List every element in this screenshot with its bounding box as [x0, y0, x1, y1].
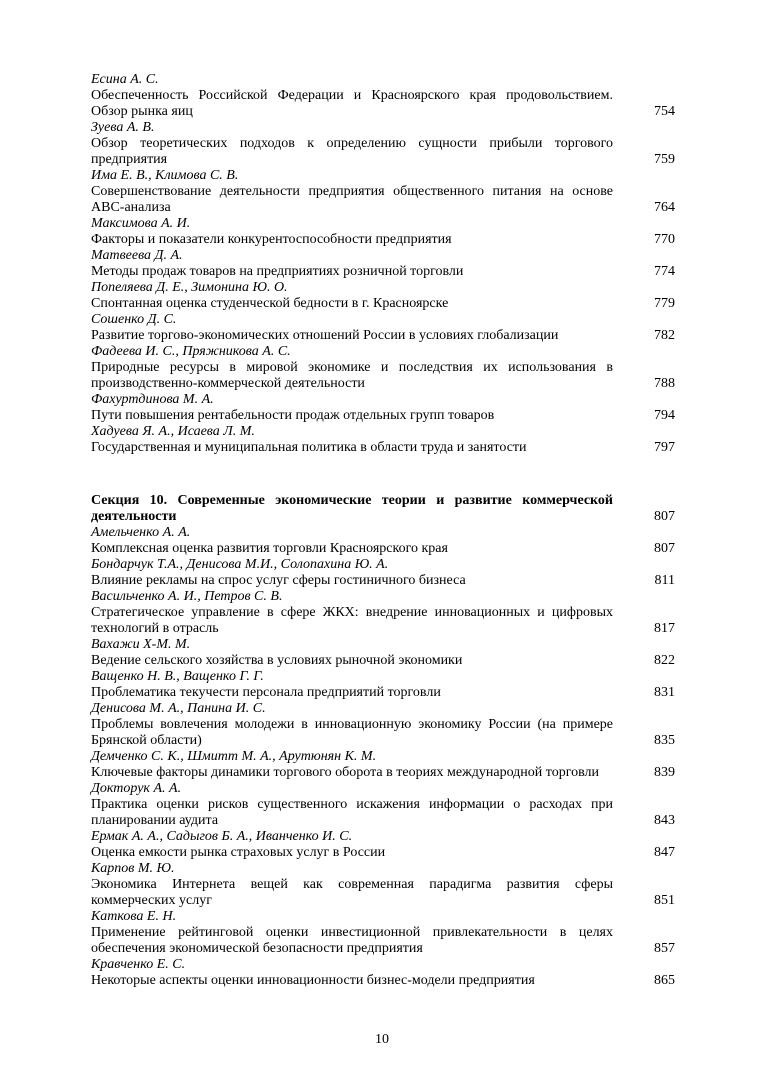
toc-entry-title-row: [91, 541, 675, 557]
table-of-contents: [91, 72, 675, 989]
toc-entry-author: Ващенко Н. В., Ващенко Г. Г.: [91, 669, 264, 684]
toc-entry-title-row: [91, 973, 675, 989]
toc-entry-author: Бондарчук Т.А., Денисова М.И., Солопахина Ю. А.: [91, 557, 389, 572]
toc-entry: [91, 344, 675, 392]
toc-entry-page-number: 794: [654, 408, 675, 423]
toc-entry-page-number: 831: [654, 685, 675, 700]
section-title: Секция 10. Современные экономические теории и развитие коммерческой деятельности: [91, 493, 613, 524]
toc-entry-author: Карпов М. Ю.: [91, 861, 175, 876]
toc-entry-title-row: [91, 925, 675, 957]
toc-entry-page-number: 782: [654, 328, 675, 343]
toc-entry-author: Хадуева Я. А., Исаева Л. М.: [91, 424, 255, 439]
toc-entry-page-number: 851: [654, 893, 675, 908]
toc-entry-title: Влияние рекламы на спрос услуг сферы гостиничного бизнеса: [91, 573, 466, 588]
toc-entry-author: Амельченко А. А.: [91, 525, 191, 540]
toc-entry: [91, 120, 675, 168]
toc-entry: [91, 957, 675, 989]
toc-entry-title: Методы продаж товаров на предприятиях розничной торговли: [91, 264, 464, 279]
toc-entry: [91, 829, 675, 861]
toc-entry: [91, 749, 675, 781]
toc-entry: [91, 589, 675, 637]
toc-entry-title-row: [91, 845, 675, 861]
toc-entry-author: Зуева А. В.: [91, 120, 155, 135]
toc-entry: [91, 525, 675, 557]
toc-entry-title-row: [91, 573, 675, 589]
toc-entry-author: Кравченко Е. С.: [91, 957, 186, 972]
toc-entry: [91, 861, 675, 909]
toc-entry-title: Обеспеченность Российской Федерации и Красноярского края продовольствием. Обзор рынка яиц: [91, 88, 613, 119]
toc-entry-title-row: [91, 685, 675, 701]
toc-entry-title: Проблемы вовлечения молодежи в инновационную экономику России (на примере Брянской области): [91, 717, 613, 748]
toc-entry-title-row: [91, 797, 675, 829]
toc-entry-author: Максимова А. И.: [91, 216, 191, 231]
toc-entry-page-number: 817: [654, 621, 675, 636]
toc-entry-author: Сошенко Д. С.: [91, 312, 177, 327]
toc-entry-title: Совершенствование деятельности предприятия общественного питания на основе ABC-анализа: [91, 184, 613, 215]
toc-entry-author: Ермак А. А., Садыгов Б. А., Иванченко И. С.: [91, 829, 353, 844]
toc-entry-page-number: 788: [654, 376, 675, 391]
toc-entry: [91, 280, 675, 312]
toc-entry-title-row: [91, 653, 675, 669]
section-title-row: [91, 493, 675, 525]
toc-entry-title-row: [91, 440, 675, 456]
toc-entry-title: Комплексная оценка развития торговли Красноярского края: [91, 541, 448, 556]
toc-entry-title: Природные ресурсы в мировой экономике и последствия их использования в производственно-коммерческой деятельности: [91, 360, 613, 391]
toc-entry-title-row: [91, 877, 675, 909]
toc-entry: [91, 216, 675, 248]
toc-entry-page-number: 807: [654, 541, 675, 556]
toc-entry-author: Денисова М. А., Панина И. С.: [91, 701, 266, 716]
toc-entry-author: Фахуртдинова М. А.: [91, 392, 214, 407]
page-footer-number: 10: [375, 1032, 389, 1047]
toc-entry-author: Демченко С. К., Шмитт М. А., Арутюнян К. М.: [91, 749, 377, 764]
toc-entry-page-number: 839: [654, 765, 675, 780]
toc-entry-page-number: 865: [654, 973, 675, 988]
toc-entry-title-row: [91, 605, 675, 637]
toc-entry-title: Экономика Интернета вещей как современная парадигма развития сферы коммерческих услуг: [91, 877, 613, 908]
toc-entry-title: Обзор теоретических подходов к определению сущности прибыли торгового предприятия: [91, 136, 613, 167]
toc-entry: [91, 72, 675, 120]
toc-entry-title-row: [91, 264, 675, 280]
section-page-number: 807: [654, 509, 675, 524]
toc-entry-title-row: [91, 717, 675, 749]
toc-entry-author: Каткова Е. Н.: [91, 909, 177, 924]
toc-entry-page-number: 779: [654, 296, 675, 311]
toc-entry: [91, 781, 675, 829]
toc-entry-title-row: [91, 328, 675, 344]
toc-entry-title: Оценка емкости рынка страховых услуг в России: [91, 845, 386, 860]
toc-entry: [91, 557, 675, 589]
toc-entry-author: Вахажи Х-М. М.: [91, 637, 191, 652]
toc-entry-title-row: [91, 296, 675, 312]
toc-entry-page-number: 764: [654, 200, 675, 215]
toc-entry: [91, 669, 675, 701]
toc-entry-page-number: 857: [654, 941, 675, 956]
toc-entry-title: Развитие торгово-экономических отношений России в условиях глобализации: [91, 328, 559, 343]
toc-entry-title: Применение рейтинговой оценки инвестиционной привлекательности в целях обеспечения экономической безопасности предприятия: [91, 925, 613, 956]
toc-entry-title: Ключевые факторы динамики торгового оборота в теориях международной торговли: [91, 765, 600, 780]
toc-entry-page-number: 811: [654, 573, 675, 588]
toc-entry-title-row: [91, 360, 675, 392]
toc-entry-title: Некоторые аспекты оценки инновационности бизнес-модели предприятия: [91, 973, 535, 988]
toc-group-2: [91, 525, 675, 989]
toc-entry-title: Практика оценки рисков существенного искажения информации о расходах при планировании аудита: [91, 797, 613, 828]
toc-entry-author: Есина А. С.: [91, 72, 159, 87]
toc-entry-author: Попеляева Д. Е., Зимонина Ю. О.: [91, 280, 288, 295]
toc-entry-title-row: [91, 184, 675, 216]
toc-entry: [91, 168, 675, 216]
toc-entry-title: Проблематика текучести персонала предприятий торговли: [91, 685, 441, 700]
toc-entry-title: Государственная и муниципальная политика в области труда и занятости: [91, 440, 527, 455]
toc-entry-title-row: [91, 765, 675, 781]
toc-entry: [91, 392, 675, 424]
toc-entry-page-number: 847: [654, 845, 675, 860]
toc-entry-page-number: 754: [654, 104, 675, 119]
toc-entry-title: Стратегическое управление в сфере ЖКХ: внедрение инновационных и цифровых технологий в отрасль: [91, 605, 613, 636]
toc-entry-title: Спонтанная оценка студенческой бедности в г. Красноярске: [91, 296, 449, 311]
toc-entry-page-number: 770: [654, 232, 675, 247]
toc-entry-title: Ведение сельского хозяйства в условиях рыночной экономики: [91, 653, 463, 668]
toc-entry-page-number: 759: [654, 152, 675, 167]
toc-group-1: [91, 72, 675, 456]
toc-entry-page-number: 822: [654, 653, 675, 668]
toc-entry-author: Докторук А. А.: [91, 781, 182, 796]
toc-entry-title: Факторы и показатели конкурентоспособности предприятия: [91, 232, 452, 247]
section-heading: [91, 493, 675, 525]
toc-entry-author: Матвеева Д. А.: [91, 248, 183, 263]
toc-entry-title: Пути повышения рентабельности продаж отдельных групп товаров: [91, 408, 495, 423]
toc-entry-title-row: [91, 136, 675, 168]
toc-entry-title-row: [91, 408, 675, 424]
toc-entry-title-row: [91, 88, 675, 120]
toc-entry-page-number: 835: [654, 733, 675, 748]
toc-entry-page-number: 843: [654, 813, 675, 828]
toc-entry-title-row: [91, 232, 675, 248]
toc-entry: [91, 312, 675, 344]
toc-entry: [91, 637, 675, 669]
toc-entry-author: Има Е. В., Климова С. В.: [91, 168, 239, 183]
toc-entry-page-number: 797: [654, 440, 675, 455]
toc-entry: [91, 424, 675, 456]
toc-entry-page-number: 774: [654, 264, 675, 279]
toc-entry: [91, 909, 675, 957]
toc-entry-author: Фадеева И. С., Пряжникова А. С.: [91, 344, 291, 359]
toc-entry: [91, 248, 675, 280]
toc-entry: [91, 701, 675, 749]
toc-entry-author: Васильченко А. И., Петров С. В.: [91, 589, 283, 604]
